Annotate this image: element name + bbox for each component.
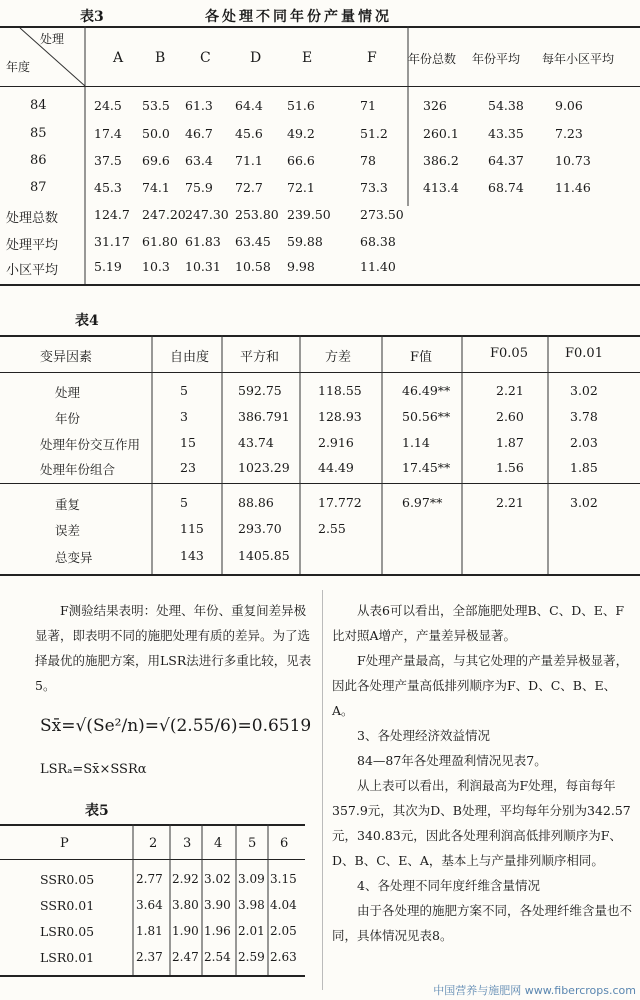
t3-cell: 71 [360,98,376,113]
table3-label: 表3 [80,9,104,25]
t3-cell: 37.5 [94,153,122,168]
t3-cell: 247.30 [185,207,229,222]
t3-cell: 17.4 [94,126,122,141]
t3-header-1: B [155,50,166,66]
t4-cell: 592.75 [238,383,282,398]
t3-cell: 10.31 [185,259,221,274]
t5-header-5: 6 [280,836,289,851]
t5-cell: 2.59 [238,950,265,964]
t5-header-0: P [60,836,69,851]
t4-cell: 293.70 [238,521,282,536]
t3-cell: 64.37 [488,153,524,168]
t3-cell: 63.45 [235,234,271,249]
t3-cell: 53.5 [142,98,170,113]
watermark: 中国营养与施肥网 www.fibercrops.com [433,984,636,997]
t3-cell: 260.1 [423,126,459,141]
t5-header-2: 3 [183,836,192,851]
t3-cell: 59.88 [287,234,323,249]
formula-lsr: LSRₐ=Sx̄×SSRα [40,762,147,777]
t3-cell: 61.3 [185,98,213,113]
t3-cell: 10.3 [142,259,170,274]
t3-cell: 10.58 [235,259,271,274]
t3-row-label: 84 [30,98,47,113]
t4-cell: 6.97** [402,495,443,510]
t3-cell: 43.35 [488,126,524,141]
t4-cell: 3.78 [570,409,598,424]
t4-row-label: 误差 [55,523,81,538]
t4-cell: 1023.29 [238,460,290,475]
t4-cell: 2.55 [318,521,346,536]
t5-cell: 2.47 [172,950,199,964]
t3-cell: 31.17 [94,234,130,249]
t3-cell: 5.19 [94,259,122,274]
t4-cell: 17.45** [402,460,451,475]
t3-cell: 69.6 [142,153,170,168]
t4-cell: 46.49** [402,383,451,398]
t4-cell: 1.14 [402,435,430,450]
t5-row-label: SSR0.05 [40,872,95,887]
t3-cell: 61.83 [185,234,221,249]
t3-cell: 7.23 [555,126,583,141]
t4-header-1: 自由度 [170,350,210,365]
t5-header-1: 2 [149,836,158,851]
t4-header-4: F值 [410,350,433,365]
t4-cell: 118.55 [318,383,362,398]
right-paragraph-4: 从上表可以看出，利润最高为F处理，每亩每年357.9元，其次为D、B处理，平均每年分别为342.57元，340.83元，因此各处理利润高低排列顺序为F、D、B、C、E、A，基本上与产量排列顺序相同。 [332,778,631,868]
t4-row-label: 处理年份组合 [40,462,116,477]
table3-corner-top: 处理 [40,32,65,46]
left-paragraph [35,598,315,698]
t5-header-4: 5 [248,836,257,851]
t3-cell: 10.73 [555,153,591,168]
t4-cell: 2.916 [318,435,354,450]
t4-row-label: 总变异 [55,550,93,565]
t3-cell: 11.40 [360,259,396,274]
t4-header-6: F0.01 [565,346,603,361]
t4-header-3: 方差 [325,350,352,365]
t3-header-5: F [367,50,377,66]
t5-cell: 1.96 [204,924,231,938]
t4-cell: 17.772 [318,495,362,510]
t4-cell: 1.85 [570,460,598,475]
t4-cell: 23 [180,460,196,475]
left-paragraph-text: F测验结果表明：处理、年份、重复间差异极显著，即表明不同的施肥处理有质的差异。为了选择最优的施肥方案，用LSR法进行多重比较，见表5。 [35,603,312,693]
table4-grid [0,335,640,575]
t3-header-0: A [113,50,124,66]
t5-cell: 3.09 [238,872,265,886]
t5-cell: 2.92 [172,872,199,886]
t3-cell: 9.98 [287,259,315,274]
t4-cell: 3.02 [570,383,598,398]
t5-row-label: SSR0.01 [40,898,95,913]
right-paragraph-3: 84—87年各处理盈利情况见表7。 [357,753,547,768]
t3-cell: 51.2 [360,126,388,141]
t3-cell: 11.46 [555,180,591,195]
t3-cell: 413.4 [423,180,459,195]
t3-row-label: 小区平均 [6,263,59,278]
t3-header-8: 每年小区平均 [542,52,615,66]
right-column [332,598,632,948]
t3-cell: 75.9 [185,180,213,195]
t5-cell: 2.63 [270,950,297,964]
table4-label: 表4 [75,313,99,329]
t3-cell: 63.4 [185,153,213,168]
t3-cell: 253.80 [235,207,279,222]
t4-cell: 2.21 [496,383,524,398]
t4-cell: 3 [180,409,188,424]
t3-cell: 247.20 [142,207,186,222]
t3-cell: 72.7 [235,180,263,195]
t4-cell: 15 [180,435,196,450]
t4-cell: 5 [180,495,188,510]
t5-cell: 4.04 [270,898,297,912]
t3-header-7: 年份平均 [472,52,521,66]
t4-cell: 2.60 [496,409,524,424]
t4-cell: 44.49 [318,460,354,475]
t3-cell: 68.38 [360,234,396,249]
t3-header-6: 年份总数 [408,52,457,66]
t3-cell: 9.06 [555,98,583,113]
t4-cell: 128.93 [318,409,362,424]
t3-row-label: 处理总数 [6,211,59,226]
t5-cell: 2.77 [136,872,163,886]
t4-header-5: F0.05 [490,346,528,361]
t5-cell: 2.05 [270,924,297,938]
t3-header-3: D [250,50,262,66]
t5-cell: 3.64 [136,898,163,912]
t4-cell: 143 [180,548,204,563]
t3-cell: 68.74 [488,180,524,195]
t4-cell: 115 [180,521,204,536]
t3-cell: 78 [360,153,376,168]
t4-header-2: 平方和 [240,350,280,365]
t5-cell: 3.15 [270,872,297,886]
t3-cell: 51.6 [287,98,315,113]
t3-cell: 64.4 [235,98,263,113]
t3-cell: 124.7 [94,207,130,222]
right-paragraph-6: 由于各处理的施肥方案不同，各处理纤维含量也不同，具体情况见表8。 [332,903,633,943]
t4-row-label: 年份 [55,411,81,426]
t3-cell: 24.5 [94,98,122,113]
t3-row-label: 处理平均 [6,238,59,253]
table3-corner-bottom: 年度 [6,60,31,74]
t4-row-label: 处理 [55,385,81,400]
t3-cell: 66.6 [287,153,315,168]
t5-cell: 2.54 [204,950,231,964]
t4-row-label: 重复 [55,497,81,512]
t5-cell: 3.98 [238,898,265,912]
t5-cell: 3.02 [204,872,231,886]
t5-cell: 3.80 [172,898,199,912]
t3-cell: 74.1 [142,180,170,195]
t5-row-label: LSR0.01 [40,950,95,965]
right-paragraph-1: F处理产量最高，与其它处理的产量差异极显著，因此各处理产量高低排列顺序为F、D、C、B、E、A。 [332,653,629,718]
t3-header-2: C [200,50,211,66]
right-paragraph-5: 4、各处理不同年度纤维含量情况 [357,878,540,893]
t4-cell: 1405.85 [238,548,290,563]
t5-cell: 2.37 [136,950,163,964]
t5-cell: 1.90 [172,924,199,938]
right-paragraph-0: 从表6可以看出，全部施肥处理B、C、D、E、F比对照A增产，产量差异极显著。 [332,603,625,643]
t3-cell: 273.50 [360,207,404,222]
t3-cell: 71.1 [235,153,263,168]
t4-cell: 2.21 [496,495,524,510]
t3-cell: 73.3 [360,180,388,195]
t5-row-label: LSR0.05 [40,924,95,939]
t3-cell: 326 [423,98,447,113]
t3-header-4: E [302,50,313,66]
table5-label: 表5 [85,803,109,819]
t3-cell: 54.38 [488,98,524,113]
formula-standard-error: Sx̄=√(Se²/n)=√(2.55/6)=0.6519 [40,716,312,736]
t3-cell: 386.2 [423,153,459,168]
t5-cell: 2.01 [238,924,265,938]
t5-cell: 1.81 [136,924,163,938]
t4-cell: 2.03 [570,435,598,450]
t4-cell: 5 [180,383,188,398]
t4-cell: 88.86 [238,495,274,510]
t3-cell: 239.50 [287,207,331,222]
t3-cell: 46.7 [185,126,213,141]
t3-cell: 45.3 [94,180,122,195]
t3-cell: 61.80 [142,234,178,249]
t4-header-0: 变异因素 [40,350,93,365]
t5-header-3: 4 [214,836,223,851]
t5-cell: 3.90 [204,898,231,912]
t4-cell: 1.87 [496,435,524,450]
column-divider [322,590,323,990]
t4-cell: 43.74 [238,435,274,450]
t3-cell: 72.1 [287,180,315,195]
table3-title: 各处理不同年份产量情况 [205,9,392,25]
t3-row-label: 85 [30,126,47,141]
t3-row-label: 86 [30,153,47,168]
t4-cell: 1.56 [496,460,524,475]
right-paragraph-2: 3、各处理经济效益情况 [357,728,490,743]
t4-cell: 386.791 [238,409,290,424]
t4-cell: 3.02 [570,495,598,510]
t4-cell: 50.56** [402,409,451,424]
t3-cell: 49.2 [287,126,315,141]
t3-row-label: 87 [30,180,47,195]
t3-cell: 45.6 [235,126,263,141]
t3-cell: 50.0 [142,126,170,141]
t4-row-label: 处理年份交互作用 [40,437,141,452]
